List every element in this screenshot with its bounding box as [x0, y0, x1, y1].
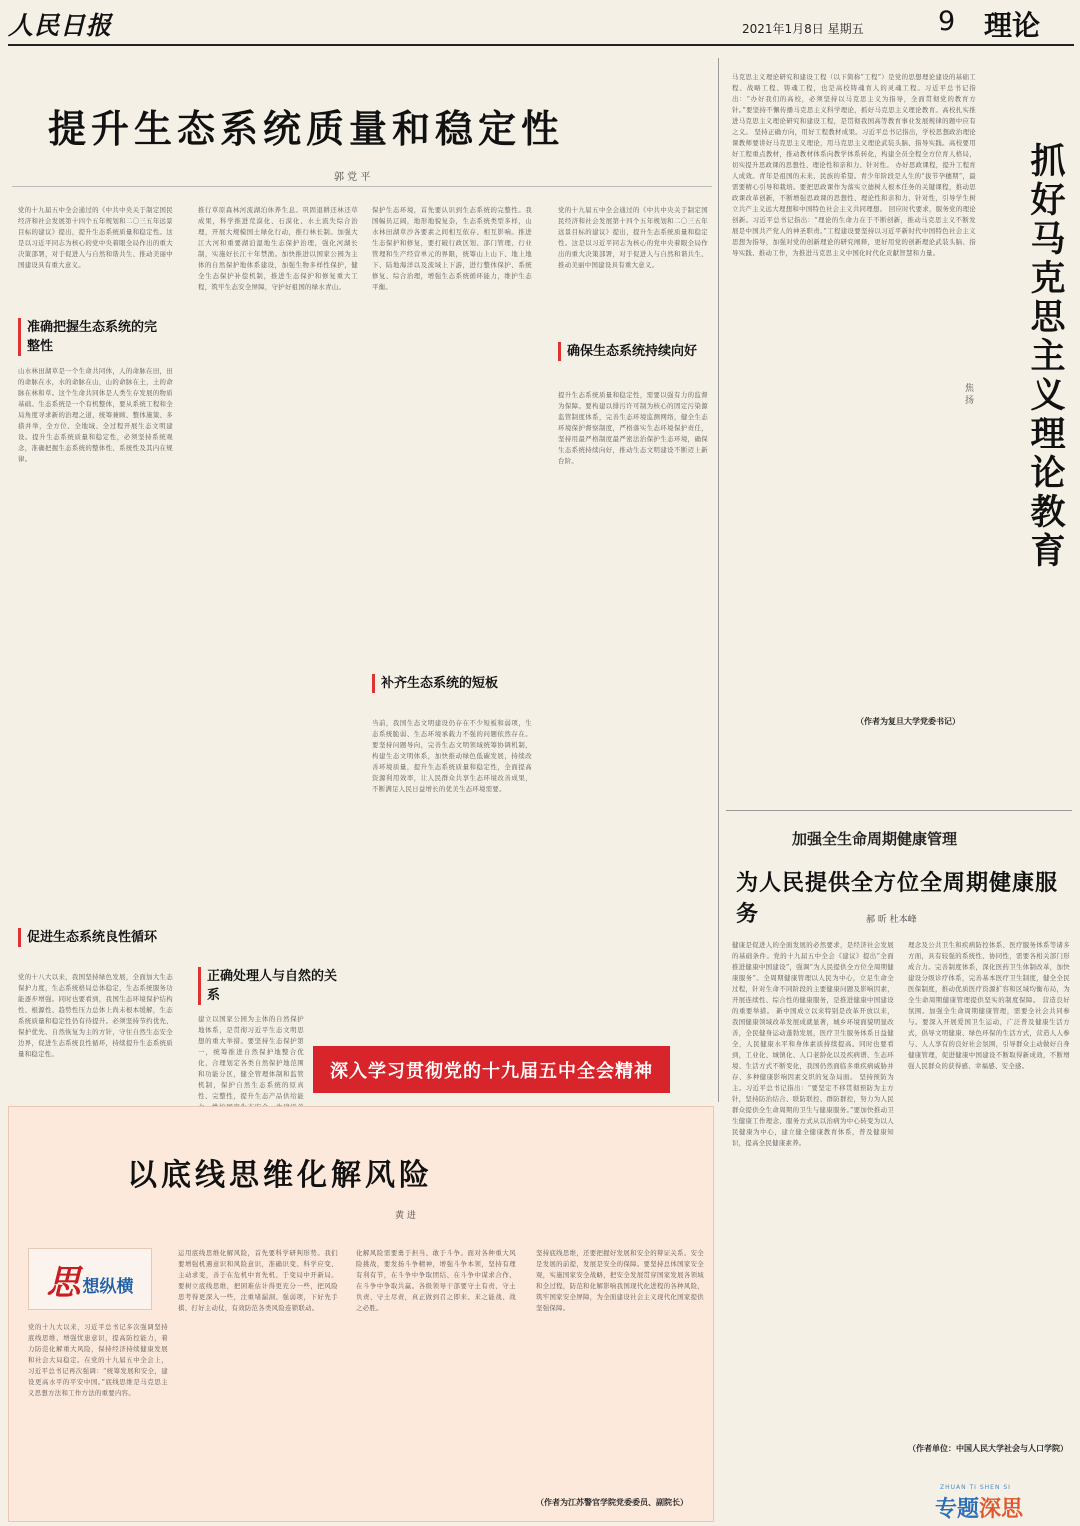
masthead — [0, 0, 1080, 46]
health-para-e: 营造良好氛围。加强全生命周期健康管理，需要全社会共同参与。要深入开展爱国卫生运动，广泛普及健康生活方式，倡导文明健康、绿色环保的生活方式，营造人人参与、人人享有的良好社会氛围，引导群众主动做好自身健康管理，促进健康中国建设不断取得新成效，不断增强人民群众的获得感、幸福感、安全感。 — [908, 996, 1070, 1070]
main-text-col3b: 当前，我国生态文明建设仍存在不少短板和弱项，生态系统脆弱、生态环境承载力不强的问题依然存在。要坚持问题导向，完善生态文明领域统筹协调机制，构建生态文明体系，加快推动绿色低碳发展，持续改善环境质量，提升生态系统质量和稳定性，全面提高资源利用效率，让人民群众共享生态环境改善成果，不断满足人民日益增长的优美生态环境需要。 — [372, 719, 532, 793]
health-author-note: （作者单位：中国人民大学社会与人口学院） — [908, 1443, 1068, 1453]
marx-para-d: 回应时代要求，服务党的理论创新。习近平总书记指出：“理论的生命力在于不断创新，推动马克思主义不断发展是中国共产党人的神圣职责。”工程建设要坚持以习近平新时代中国特色社会主义思想为指导，加强对党的创新理论的研究阐释，更好用党的创新理论武装头脑、指导实践、推动工作，为推进马克思主义中国化时代化贡献智慧和力量。 — [732, 205, 976, 257]
marx-byline: 焦 扬 — [963, 383, 973, 404]
page-number: 9 — [938, 6, 956, 37]
marx-author-note: （作者为复旦大学党委书记） — [856, 716, 960, 726]
subhead-1: 准确把握生态系统的完整性 — [18, 318, 158, 356]
main-text-col4b: 提升生态系统质量和稳定性，需要以强有力的监督为保障。要构建以排污许可制为核心的固定污染源监管制度体系，完善生态环境监测网络，健全生态环境保护督察制度，严格落实生态环境保护责任，坚持用最严格制度最严密法治保护生态环境，确保生态系统持续向好，推动生态文明建设不断迈上新台阶。 — [558, 391, 708, 465]
main-text-col1: 山水林田湖草是一个生命共同体，人的命脉在田，田的命脉在水，水的命脉在山，山的命脉在土，土的命脉在林和草。这个生命共同体是人类生存发展的物质基础。生态系统是一个有机整体，要从系统工程和全局角度寻求新的治理之道，统筹兼顾、整体施策、多措并举，全方位、全地域、全过程开展生态文明建设。提升生态系统质量和稳定性，必须坚持系统观念，准确把握生态系统的整体性、系统性及其内在规律。 — [18, 367, 173, 463]
subhead-4: 补齐生态系统的短板 — [372, 674, 532, 693]
bottom-text-col3: 化解风险需要勇于担当、敢于斗争。面对各种重大风险挑战，要发扬斗争精神，增强斗争本领，坚持有理有利有节，在斗争中争取团结、在斗争中谋求合作、在斗争中争取共赢。各级领导干部要守土有责、守土负责、守土尽责，真正做到召之即来、来之能战、战之必胜。 — [356, 1249, 516, 1312]
theme-banner: 深入学习贯彻党的十九届五中全会精神 — [313, 1046, 670, 1093]
issue-date: 2021年1月8日 — [742, 22, 824, 36]
health-kicker: 加强全生命周期健康管理 — [792, 830, 958, 848]
bottom-byline: 黄 进 — [395, 1211, 416, 1221]
masthead-rule — [8, 44, 1074, 46]
health-para-d: 理念及公共卫生和疾病防控体系、医疗服务体系等诸多方面，具有较强的系统性、协同性，需要各相关部门形成合力。完善制度体系，深化医药卫生体制改革，加快建设分级诊疗体系，完善基本医疗卫生制度，健全全民医保制度，推动优质医疗资源扩容和区域均衡布局，为全生命周期健康管理提供坚实的制度保障。 — [908, 941, 1070, 1004]
main-text-intro: 党的十九届五中全会通过的《中共中央关于制定国民经济和社会发展第十四个五年规划和二〇三五年远景目标的建议》提出，提升生态系统质量和稳定性。这是以习近平同志为核心的党中央着眼全局作出的重大决策部署，对于促进人与自然和谐共生、推动美丽中国建设具有重大意义。 — [18, 206, 173, 269]
bottom-author-note: （作者为江苏警官学院党委委员、副院长） — [536, 1497, 688, 1507]
main-byline: 郭 党 平 — [334, 172, 371, 183]
dateline — [742, 20, 864, 37]
subhead-2: 促进生态系统良性循环 — [18, 928, 158, 947]
corner-label-part2: 深思 — [979, 1497, 1024, 1522]
health-text-col2 — [908, 940, 1070, 1438]
bottom-text-col1: 党的十九大以来，习近平总书记多次强调坚持底线思维、增强忧患意识，提高防控能力，着力防范化解重大风险，保持经济持续健康发展和社会大局稳定。在党的十九届五中全会上，习近平总书记再次强调：“统筹发展和安全，建设更高水平的平安中国。”底线思维是马克思主义思想方法和工作方法的重要内容。 — [28, 1323, 168, 1397]
corner-pinyin: ZHUAN TI SHEN SI — [940, 1484, 1011, 1491]
headline-divider — [12, 186, 712, 187]
marx-text — [732, 72, 976, 712]
corner-label-part1: 专题 — [935, 1497, 980, 1522]
marx-para-c: 办好思政课程，提升工程育人成效。青年是祖国的未来、民族的希望。青少年阶段是人生的“拔节孕穗期”，最需要精心引导和栽培。要把思政课作为落实立德树人根本任务的关键课程，推动思政课改革创新，不断增强思政课的思想性、理论性和亲和力、针对性，引导学生树立共产主义远大理想和中国特色社会主义共同理想。 — [732, 161, 976, 213]
column-logo-text: 想纵横 — [82, 1276, 134, 1297]
section-name: 理论 — [984, 9, 1041, 42]
newspaper-logo: 人民日报 — [8, 11, 113, 40]
column-divider — [718, 58, 719, 1102]
main-text-col2: 推行草原森林河流湖泊休养生息。巩固退耕还林还草成果，科学推进荒漠化、石漠化、水土流失综合治理，开展大规模国土绿化行动，推行林长制。加强大江大河和重要湖泊湿地生态保护治理，强化河湖长制，实施好长江十年禁渔。加快推进以国家公园为主体的自然保护地体系建设，加强生物多样性保护，健全生态保护补偿机制，推进生态保护和修复重大工程，筑牢生态安全屏障，守护好祖国的绿水青山。 — [198, 206, 358, 291]
main-text-col1b: 党的十八大以来，我国坚持绿色发展，全面加大生态保护力度，生态系统格局总体稳定，生态系统服务功能逐步增强。同时也要看到，我国生态环境保护结构性、根源性、趋势性压力总体上尚未根本缓解，生态系统质量和稳定性仍有待提升。必须坚持节约优先、保护优先、自然恢复为主的方针，守住自然生态安全边界，促进生态系统良性循环，持续提升生态系统质量和稳定性。 — [18, 973, 173, 1058]
bottom-text-col4: 坚持底线思维，还要把握好发展和安全的辩证关系。安全是发展的前提，发展是安全的保障。要坚持总体国家安全观，实施国家安全战略，把安全发展贯穿国家发展各领域和全过程，防范和化解影响我国现代化进程的各种风险，筑牢国家安全屏障，为全面建设社会主义现代化国家提供坚强保障。 — [536, 1249, 704, 1312]
column-logo-mark: 思 — [46, 1262, 81, 1303]
main-text-col3: 保护生态环境，首先要认识到生态系统的完整性。我国幅员辽阔，地形地貌复杂，生态系统类型多样，山水林田湖草沙各要素之间相互依存、相互影响。推进生态保护和修复，要打破行政区划、部门管理、行业管理和生产经营单元的界限，统筹山上山下、地上地下、陆地海洋以及流域上下游，进行整体保护、系统修复、综合治理，增强生态系统循环能力，维护生态平衡。 — [372, 206, 532, 291]
main-text-col2b: 建立以国家公园为主体的自然保护地体系，是贯彻习近平生态文明思想的重大举措。要坚持生态保护第一，统筹推进自然保护地整合优化，合理划定各类自然保护地范围和功能分区，健全管理体制和监管机制，保护自然生态系统的原真性、完整性，提升生态产品供给能 — [198, 1015, 304, 1100]
marx-para-b: 坚持正确方向，用好工程教材成果。习近平总书记指出，学校思想政治理论课教师要讲好马克思主义理论，用马克思主义理论武装头脑、指导实践。高校要用好工程重点教材，推动教材体系向教学体系转化，构建全员全程全方位育人格局，切实提升思政课的思想性、理论性和亲和力、针对性。 — [732, 128, 976, 169]
bottom-headline: 以底线思维化解风险 — [127, 1158, 433, 1193]
main-headline: 提升生态系统质量和稳定性 — [48, 107, 565, 151]
health-para-b: 新中国成立以来特别是改革开放以来，我国健康领域改革发展成就显著，城乡环境面貌明显改善，全民健身运动蓬勃发展，医疗卫生服务体系日益健全，人民健康水平和身体素质持续提高。同时也要看到，工业化、城镇化、人口老龄化以及疾病谱、生态环境、生活方式不断变化，我国仍然面临多重疾病威胁并存、多种健康影响因素交织的复杂局面。 — [732, 1007, 894, 1081]
column-logo — [28, 1248, 152, 1310]
marx-para-a: 马克思主义理论研究和建设工程（以下简称“工程”）是党的思想理论建设的基础工程、战略工程、铸魂工程，也是高校铸魂育人的灵魂工程。习近平总书记指出：“办好我们的高校，必须坚持以马克思主义为指导，全面贯彻党的教育方针。”要坚持不懈传播马克思主义科学理论，抓好马克思主义理论教育。高校扎实推进马克思主义理论研究和建设工程，是贯彻我国高等教育事业发展规律的题中应有之义。 — [732, 73, 976, 136]
section-divider — [726, 810, 1072, 811]
corner-label — [935, 1492, 1023, 1523]
health-para-c: 坚持预防为主。习近平总书记指出：“要坚定不移贯彻预防为主方针，坚持防治结合、联防联控、群防群控，努力为人民群众提供全生命周期的卫生与健康服务。”要加快推动卫生健康工作理念、服务方式从以治病为中心转变为以人民健康为中心，建立健全健康教育体系，普及健康知识，提高全民健康素养。 — [732, 1073, 895, 1147]
subhead-3: 正确处理人与自然的关系 — [198, 967, 338, 1005]
health-byline: 郝 昕 杜本峰 — [866, 915, 917, 925]
health-text-col1 — [732, 940, 894, 1520]
main-text-col4: 党的十九届五中全会通过的《中共中央关于制定国民经济和社会发展第十四个五年规划和二〇三五年远景目标的建议》提出，提升生态系统质量和稳定性。这是以习近平同志为核心的党中央着眼全局作出的重大决策部署，对于促进人与自然和谐共生、推动美丽中国建设具有重大意义。 — [558, 206, 708, 269]
health-para-a: 健康是促进人的全面发展的必然要求，是经济社会发展的基础条件。党的十九届五中全会《建议》提出“全面推进健康中国建设”，强调“为人民提供全方位全周期健康服务”。全周期健康管理以人民为中心，立足生命全过程，针对生命不同阶段的主要健康问题及影响因素，开展连续性、综合性的健康服务，是推进健康中国建设的重要举措。 — [732, 941, 894, 1015]
subhead-5: 确保生态系统持续向好 — [558, 342, 698, 361]
issue-weekday: 星期五 — [827, 22, 864, 36]
bottom-text-col2: 运用底线思维化解风险，首先要科学研判形势。我们要增强机遇意识和风险意识，准确识变、科学应变、主动求变，善于在危机中育先机、于变局中开新局。要树立底线思维，把困难估计得更充分一些，把风险思考得更深入一些，注重堵漏洞、强弱项，下好先手棋、打好主动仗，有效防范各类风险连锁联动。 — [178, 1249, 338, 1312]
marx-headline: 抓好马克思主义理论教育 — [1025, 142, 1065, 571]
health-headline: 为人民提供全方位全周期健康服务 — [736, 871, 1059, 927]
